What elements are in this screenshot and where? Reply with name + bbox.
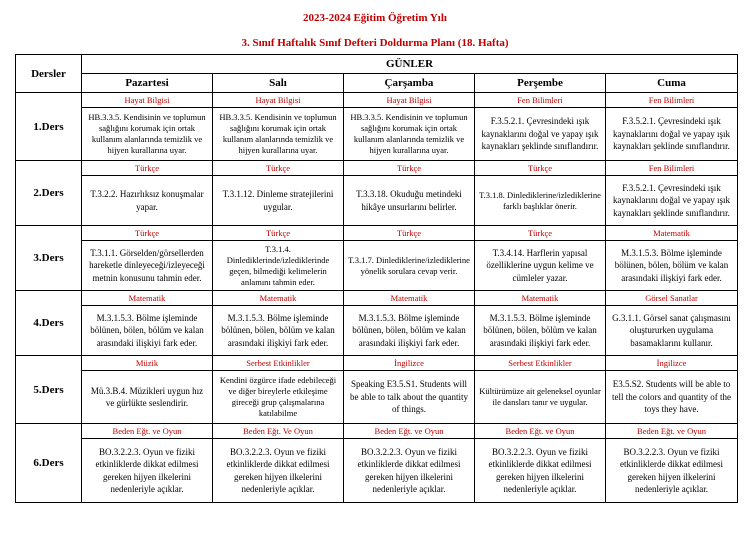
subject-label: Türkçe [82,226,213,241]
objective-text: Kültürümüze ait geleneksel oyunlar ile dansları tanır ve uygular. [475,371,606,424]
objective-text: BO.3.2.2.3. Oyun ve fiziki etkinliklerde dikkat edilmesi gereken hijyen ilkelerini nedenleriyle açıklar. [606,439,738,503]
subject-label: Fen Bilimleri [475,93,606,108]
objective-text: M.3.1.5.3. Bölme işleminde bölünen, bölen, bölüm ve kalan arasındaki ilişkiyi fark eder. [82,306,213,356]
subject-label: Beden Eğt. ve Oyun [82,424,213,439]
subject-label: İngilizce [606,356,738,371]
subject-label: Fen Bilimleri [606,161,738,176]
objective-text: BO.3.2.2.3. Oyun ve fiziki etkinliklerde dikkat edilmesi gereken hijyen ilkelerini nedenleriyle açıklar. [213,439,344,503]
dersler-header: Dersler [16,55,82,93]
objective-text: G.3.1.1. Görsel sanat çalışmasını oluştururken uygulama basamaklarını kullanır. [606,306,738,356]
objective-text: T.3.4.14. Harflerin yapısal özelliklerine uygun kelime ve cümleler yazar. [475,241,606,291]
subject-label: Türkçe [82,161,213,176]
subject-label: Türkçe [344,226,475,241]
objective-text: HB.3.3.5. Kendisinin ve toplumun sağlığını korumak için ortak kullanım alanlarında temizlik ve hijyen kurallarına uyar. [344,108,475,161]
objective-text: Kendini özgürce ifade edebileceği ve diğer bireylerle etkileşime gireceği grup çalışmalarına katılabilme [213,371,344,424]
lesson-label: 3.Ders [16,226,82,291]
subject-label: Serbest Etkinlikler [475,356,606,371]
subject-label: Hayat Bilgisi [344,93,475,108]
objective-text: T.3.1.7. Dinlediklerine/izlediklerine yönelik sorulara cevap verir. [344,241,475,291]
objective-text: F.3.5.2.1. Çevresindeki ışık kaynaklarını doğal ve yapay ışık kaynakları şeklinde sınıflandırır. [606,176,738,226]
subject-label: Türkçe [475,226,606,241]
subject-label: Hayat Bilgisi [213,93,344,108]
subject-label: Beden Eğt. Ve Oyun [213,424,344,439]
subject-label: Beden Eğt. ve Oyun [344,424,475,439]
objective-text: F.3.5.2.1. Çevresindeki ışık kaynaklarını doğal ve yapay ışık kaynakları şeklinde sınıflandırır. [475,108,606,161]
objective-text: T.3.3.18. Okuduğu metindeki hikâye unsurlarını belirler. [344,176,475,226]
subject-label: Matematik [475,291,606,306]
subject-label: Beden Eğt. ve Oyun [606,424,738,439]
objective-text: T.3.2.2. Hazırlıksız konuşmalar yapar. [82,176,213,226]
subject-label: Matematik [344,291,475,306]
lesson-label: 1.Ders [16,93,82,161]
objective-text: HB.3.3.5. Kendisinin ve toplumun sağlığını korumak için ortak kullanım alanlarında temizlik ve hijyen kurallarına uyar. [213,108,344,161]
objective-text: Speaking E3.5.S1. Students will be able to talk about the quantity of things. [344,371,475,424]
lesson-label: 6.Ders [16,424,82,503]
subject-label: Fen Bilimleri [606,93,738,108]
objective-text: BO.3.2.2.3. Oyun ve fiziki etkinliklerde dikkat edilmesi gereken hijyen ilkelerini nedenleriyle açıklar. [475,439,606,503]
objective-text: M.3.1.5.3. Bölme işleminde bölünen, bölen, bölüm ve kalan arasındaki ilişkiyi fark eder. [344,306,475,356]
day-header: Salı [213,74,344,93]
day-header: Pazartesi [82,74,213,93]
day-header: Perşembe [475,74,606,93]
subject-label: Matematik [606,226,738,241]
subject-label: Türkçe [213,226,344,241]
objective-text: BO.3.2.2.3. Oyun ve fiziki etkinliklerde dikkat edilmesi gereken hijyen ilkelerini nedenleriyle açıklar. [82,439,213,503]
subject-label: Matematik [213,291,344,306]
objective-text: HB.3.3.5. Kendisinin ve toplumun sağlığını korumak için ortak kullanım alanlarında temizlik ve hijyen kurallarına uyar. [82,108,213,161]
document-subtitle: 3. Sınıf Haftalık Sınıf Defteri Doldurma Planı (18. Hafta) [241,37,509,49]
subject-label: Görsel Sanatlar [606,291,738,306]
objective-text: M.3.1.5.3. Bölme işleminde bölünen, bölen, bölüm ve kalan arasındaki ilişkiyi fark eder. [213,306,344,356]
subject-label: Serbest Etkinlikler [213,356,344,371]
day-header: Cuma [606,74,738,93]
objective-text: F.3.5.2.1. Çevresindeki ışık kaynaklarını doğal ve yapay ışık kaynakları şeklinde sınıflandırır. [606,108,738,161]
objective-text: T.3.1.12. Dinleme stratejilerini uygular. [213,176,344,226]
subject-label: Hayat Bilgisi [82,93,213,108]
lesson-label: 2.Ders [16,161,82,226]
subject-label: Türkçe [344,161,475,176]
subject-label: İngilizce [344,356,475,371]
gunler-header: GÜNLER [82,55,738,74]
subject-label: Türkçe [213,161,344,176]
subject-label: Beden Eğt. ve Oyun [475,424,606,439]
objective-text: M.3.1.5.3. Bölme işleminde bölünen, bölen, bölüm ve kalan arasındaki ilişkiyi fark eder. [475,306,606,356]
objective-text: BO.3.2.2.3. Oyun ve fiziki etkinliklerde dikkat edilmesi gereken hijyen ilkelerini nedenleriyle açıklar. [344,439,475,503]
weekly-plan-table [15,54,738,503]
day-header: Çarşamba [344,74,475,93]
objective-text: T.3.1.4. Dinlediklerinde/izlediklerinde geçen, bilmediği kelimelerin anlamını tahmin eder. [213,241,344,291]
objective-text: E3.5.S2. Students will be able to tell the colors and quantity of the toys they have. [606,371,738,424]
objective-text: T.3.1.1. Görselden/görsellerden hareketle dinleyeceği/izleyeceği metnin konusunu tahmin eder. [82,241,213,291]
lesson-label: 5.Ders [16,356,82,424]
document-title: 2023-2024 Eğitim Öğretim Yılı [303,12,447,24]
objective-text: M.3.1.5.3. Bölme işleminde bölünen, bölen, bölüm ve kalan arasındaki ilişkiyi fark eder. [606,241,738,291]
subject-label: Matematik [82,291,213,306]
objective-text: Mü.3.B.4. Müzikleri uygun hız ve gürlükte seslendirir. [82,371,213,424]
subject-label: Müzik [82,356,213,371]
subject-label: Türkçe [475,161,606,176]
lesson-label: 4.Ders [16,291,82,356]
objective-text: T.3.1.8. Dinlediklerine/izlediklerine farklı başlıklar önerir. [475,176,606,226]
